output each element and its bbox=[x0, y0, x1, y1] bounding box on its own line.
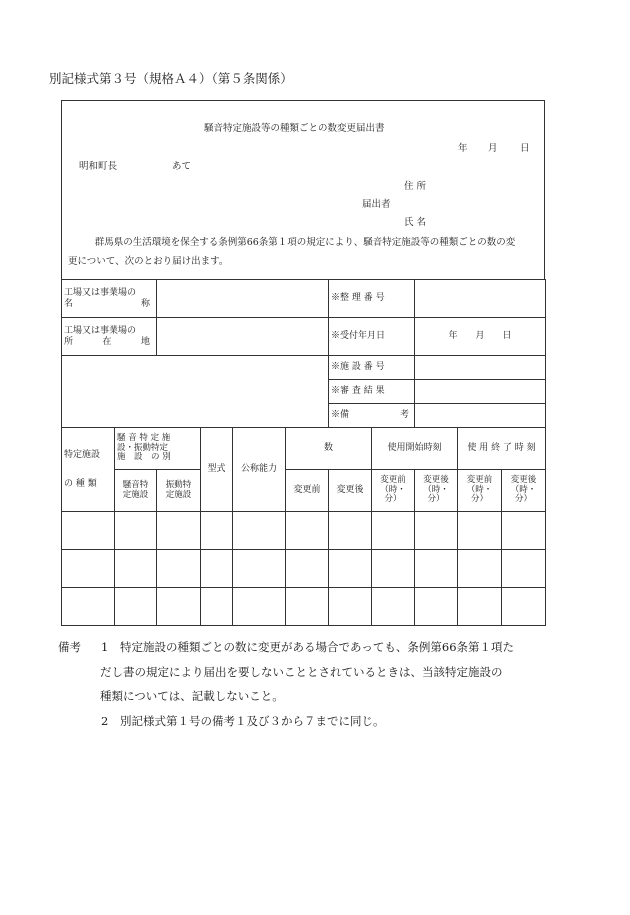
table-cell[interactable] bbox=[458, 588, 502, 626]
date-month-label: 月 bbox=[488, 143, 498, 154]
address-label: 住 所 bbox=[404, 181, 427, 192]
count-header: 数 bbox=[286, 428, 372, 470]
received-date-field[interactable]: 年 月 日 bbox=[415, 318, 546, 356]
table-cell[interactable] bbox=[62, 512, 115, 550]
addressee: 明和町長 bbox=[79, 161, 118, 172]
table-cell[interactable] bbox=[458, 550, 502, 588]
table-cell[interactable] bbox=[415, 550, 458, 588]
body-text-line2: 更について、次のとおり届け出ます。 bbox=[68, 256, 229, 267]
factory-location-label: 工場又は事業場の 所 在 地 bbox=[62, 318, 157, 356]
factory-name-field[interactable] bbox=[157, 280, 329, 318]
table-cell[interactable] bbox=[286, 588, 329, 626]
note-1-number: 1 bbox=[101, 640, 109, 654]
table-cell[interactable] bbox=[372, 512, 415, 550]
end-before-header: 変更前 （時・ 分） bbox=[458, 470, 502, 512]
table-row bbox=[62, 588, 546, 626]
note-2-line1: 別記様式第１号の備考１及び３から７までに同じ。 bbox=[120, 713, 385, 728]
addressee-suffix: あて bbox=[172, 161, 192, 172]
body-text-line1: 群馬県の生活環境を保全する条例第66条第１項の規定により、騒音特定施設等の種類ごとの数の変 bbox=[94, 237, 516, 248]
factory-name-label: 工場又は事業場の 名 称 bbox=[62, 280, 157, 318]
start-before-header: 変更前 （時・ 分） bbox=[372, 470, 415, 512]
end-after-header: 変更後 （時・ 分） bbox=[502, 470, 546, 512]
facility-number-field[interactable] bbox=[415, 356, 546, 380]
start-time-header: 使用開始時刻 bbox=[372, 428, 458, 470]
table-cell[interactable] bbox=[201, 550, 233, 588]
table-cell[interactable] bbox=[502, 512, 546, 550]
factory-location-field[interactable] bbox=[157, 318, 329, 356]
seiri-number-field[interactable] bbox=[415, 280, 546, 318]
vibration-facility-header: 振動特 定施設 bbox=[157, 470, 201, 512]
table-cell[interactable] bbox=[233, 512, 286, 550]
blank-area bbox=[62, 356, 329, 428]
name-label: 氏 名 bbox=[404, 217, 427, 228]
table-cell[interactable] bbox=[329, 588, 372, 626]
review-result-field[interactable] bbox=[415, 380, 546, 404]
received-date-label: ※受付年月日 bbox=[329, 318, 415, 356]
form-number-header: 別記様式第３号（規格Ａ４）（第５条関係） bbox=[49, 71, 293, 86]
table-cell[interactable] bbox=[115, 588, 157, 626]
noise-facility-header: 騒音特 定施設 bbox=[115, 470, 157, 512]
review-result-label: ※審 査 結 果 bbox=[329, 380, 415, 404]
table-cell[interactable] bbox=[502, 588, 546, 626]
notes-section bbox=[58, 635, 515, 733]
table-cell[interactable] bbox=[502, 550, 546, 588]
count-before-header: 変更前 bbox=[286, 470, 329, 512]
facility-type-header: 特定施設 の 種 類 bbox=[62, 428, 115, 512]
table-cell[interactable] bbox=[233, 588, 286, 626]
model-header: 型式 bbox=[201, 428, 233, 512]
table-cell[interactable] bbox=[329, 512, 372, 550]
table-row bbox=[62, 550, 546, 588]
table-cell[interactable] bbox=[286, 512, 329, 550]
notes-label: 備考 bbox=[58, 640, 81, 654]
table-cell[interactable] bbox=[372, 550, 415, 588]
table-cell[interactable] bbox=[415, 588, 458, 626]
table-cell[interactable] bbox=[157, 512, 201, 550]
form-title: 騒音特定施設等の種類ごとの数変更届出書 bbox=[204, 123, 385, 134]
table-row bbox=[62, 512, 546, 550]
notification-table bbox=[61, 279, 546, 626]
note-1-line2: だし書の規定により届出を要しないこととされているときは、当該特定施設の bbox=[100, 664, 503, 679]
table-cell[interactable] bbox=[157, 550, 201, 588]
table-cell[interactable] bbox=[115, 550, 157, 588]
table-cell[interactable] bbox=[62, 588, 115, 626]
noise-vibration-header: 騒 音 特 定 施 設・振動特定 施 設 の 別 bbox=[115, 428, 201, 470]
table-cell[interactable] bbox=[458, 512, 502, 550]
capacity-header: 公称能力 bbox=[233, 428, 286, 512]
date-year-label: 年 bbox=[458, 143, 468, 154]
facility-number-label: ※施 設 番 号 bbox=[329, 356, 415, 380]
table-cell[interactable] bbox=[201, 588, 233, 626]
table-cell[interactable] bbox=[286, 550, 329, 588]
count-after-header: 変更後 bbox=[329, 470, 372, 512]
table-cell[interactable] bbox=[62, 550, 115, 588]
table-cell[interactable] bbox=[329, 550, 372, 588]
table-cell[interactable] bbox=[372, 588, 415, 626]
end-time-header: 使 用 終 了 時 刻 bbox=[458, 428, 546, 470]
table-cell[interactable] bbox=[415, 512, 458, 550]
note-1-line3: 種類については、記載しないこと。 bbox=[100, 689, 284, 703]
note-2-number: 2 bbox=[101, 713, 109, 728]
seiri-number-label: ※整 理 番 号 bbox=[329, 280, 415, 318]
notifier-label: 届出者 bbox=[362, 199, 391, 210]
remarks-label: ※備 考 bbox=[329, 404, 415, 428]
note-1-line1: 特定施設の種類ごとの数に変更がある場合であっても、条例第66条第１項た bbox=[120, 640, 515, 654]
table-cell[interactable] bbox=[233, 550, 286, 588]
date-day-label: 日 bbox=[520, 143, 530, 154]
table-cell[interactable] bbox=[157, 588, 201, 626]
table-cell[interactable] bbox=[201, 512, 233, 550]
form-header-box bbox=[61, 100, 545, 279]
start-after-header: 変更後 （時・ 分） bbox=[415, 470, 458, 512]
remarks-field[interactable] bbox=[415, 404, 546, 428]
table-cell[interactable] bbox=[115, 512, 157, 550]
